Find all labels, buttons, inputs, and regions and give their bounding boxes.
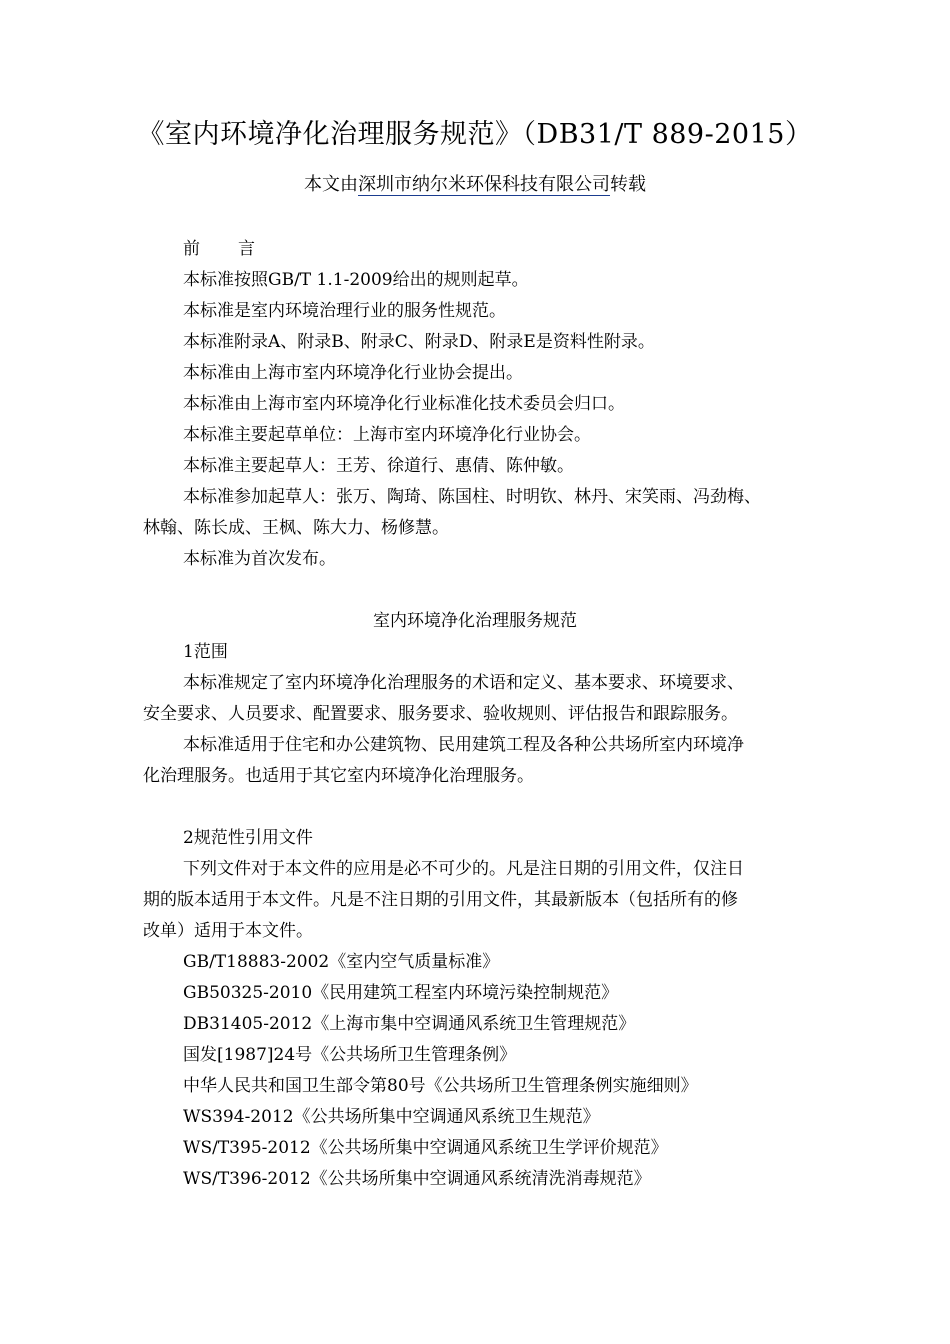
section1-line: 安全要求、人员要求、配置要求、服务要求、验收规则、评估报告和跟踪服务。 <box>143 704 738 724</box>
body-title: 室内环境净化治理服务规范 <box>373 611 577 631</box>
source-suffix: 转载 <box>610 174 646 195</box>
reference-item: WS/T396-2012《公共场所集中空调通风系统清洗消毒规范》 <box>183 1169 651 1189</box>
reference-item: DB31405-2012《上海市集中空调通风系统卫生管理规范》 <box>183 1014 636 1034</box>
section1-line: 本标准规定了室内环境净化治理服务的术语和定义、基本要求、环境要求、 <box>183 673 744 693</box>
section1-line: 化治理服务。也适用于其它室内环境净化治理服务。 <box>143 766 534 786</box>
foreword-line: 本标准参加起草人：张万、陶琦、陈国柱、时明钦、林丹、宋笑雨、冯劲梅、 <box>183 487 761 507</box>
foreword-line: 本标准是室内环境治理行业的服务性规范。 <box>183 301 506 321</box>
foreword-line: 本标准按照GB/T 1.1-2009给出的规则起草。 <box>183 270 529 290</box>
foreword-line: 本标准由上海市室内环境净化行业标准化技术委员会归口。 <box>183 394 625 414</box>
foreword-line: 本标准主要起草人：王芳、徐道行、惠倩、陈仲敏。 <box>183 456 574 476</box>
reference-item: GB/T18883-2002《室内空气质量标准》 <box>183 952 500 972</box>
source-line <box>0 170 950 196</box>
section2-line: 下列文件对于本文件的应用是必不可少的。凡是注日期的引用文件，仅注日 <box>183 859 744 879</box>
foreword-heading: 前言 <box>183 239 293 259</box>
reference-item: WS394-2012《公共场所集中空调通风系统卫生规范》 <box>183 1107 600 1127</box>
section2-heading: 2规范性引用文件 <box>183 828 313 848</box>
foreword-line: 本标准为首次发布。 <box>183 549 336 569</box>
reference-item: 中华人民共和国卫生部令第80号《公共场所卫生管理条例实施细则》 <box>183 1076 698 1096</box>
source-link[interactable]: 深圳市纳尔米环保科技有限公司 <box>358 174 610 195</box>
foreword-line: 本标准主要起草单位：上海市室内环境净化行业协会。 <box>183 425 591 445</box>
source-prefix: 本文由 <box>304 174 358 195</box>
section2-line: 期的版本适用于本文件。凡是不注日期的引用文件，其最新版本（包括所有的修 <box>143 890 738 910</box>
document-title: 《室内环境净化治理服务规范》（DB31/T 889-2015） <box>137 119 813 150</box>
section2-line: 改单）适用于本文件。 <box>143 921 313 941</box>
foreword-line: 本标准附录A、附录B、附录C、附录D、附录E是资料性附录。 <box>183 332 655 352</box>
reference-item: GB50325-2010《民用建筑工程室内环境污染控制规范》 <box>183 983 619 1003</box>
reference-item: WS/T395-2012《公共场所集中空调通风系统卫生学评价规范》 <box>183 1138 668 1158</box>
reference-item: 国发[1987]24号《公共场所卫生管理条例》 <box>183 1045 517 1065</box>
section1-heading: 1范围 <box>183 642 228 662</box>
foreword-line: 本标准由上海市室内环境净化行业协会提出。 <box>183 363 523 383</box>
foreword-line: 林翰、陈长成、王枫、陈大力、杨修慧。 <box>143 518 449 538</box>
section1-line: 本标准适用于住宅和办公建筑物、民用建筑工程及各种公共场所室内环境净 <box>183 735 744 755</box>
